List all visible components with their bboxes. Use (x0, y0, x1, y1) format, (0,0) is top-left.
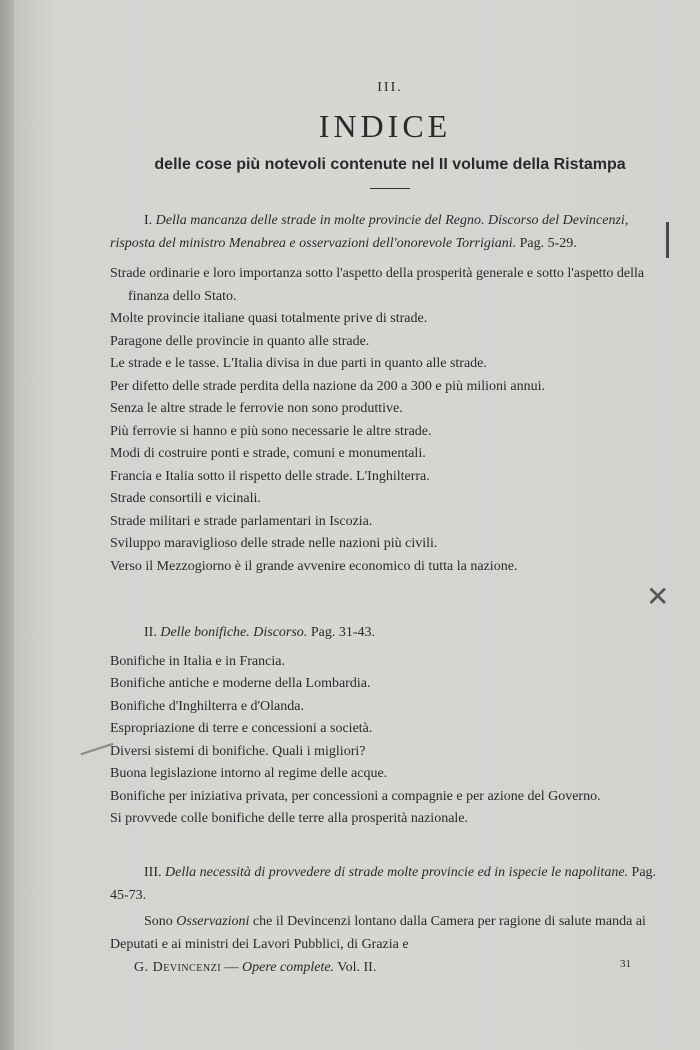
paragraph-rest: che il Devincenzi lontano dalla Camera per ragione di salute manda ai Deputati e ai ministri dei Lavori Pubblici, di Grazia e (110, 914, 646, 952)
section-1-title: Della mancanza delle strade in molte provincie del Regno. Discorso del Devincenzi, risposta del ministro Menabrea e osservazioni dell'onorevole Torrigiani. (110, 213, 629, 251)
paragraph-start: Sono (144, 914, 177, 929)
section-2-heading (110, 622, 658, 645)
list-item: Bonifiche in Italia e in Francia. (110, 653, 285, 669)
pencil-margin-mark (666, 222, 669, 258)
list-item: Francia e Italia sotto il rispetto delle strade. L'Inghilterra. (110, 468, 430, 484)
list-item: Strade ordinarie e loro importanza sotto l'aspetto della prosperità generale e sotto l'aspetto della finanza dello Stato. (110, 266, 645, 304)
list-item: Molte provincie italiane quasi totalmente prive di strade. (110, 311, 428, 326)
section-1-numeral: I. (144, 213, 153, 228)
list-item: Strade consortili e vicinali. (110, 491, 261, 506)
section-number: III. (377, 80, 403, 95)
section-2-title: Delle bonifiche. Discorso. (160, 625, 308, 640)
pencil-cross-mark: ✕ (646, 580, 670, 613)
list-item: Paragone delle provincie in quanto alle strade. (110, 333, 370, 349)
list-item: Bonifiche per iniziativa privata, per concessioni a compagnie e per azione del Governo. (110, 788, 601, 804)
section-1 (110, 210, 658, 578)
list-item: Bonifiche antiche e moderne della Lombardia. (110, 676, 371, 691)
section-3-numeral: III. (144, 865, 162, 880)
section-2-numeral: II. (144, 625, 157, 640)
paragraph-italic: Osservazioni (176, 914, 250, 929)
footer-volume: Vol. II. (334, 960, 377, 975)
list-item: Per difetto delle strade perdita della nazione da 200 a 300 e più milioni annui. (110, 378, 546, 394)
list-item: Buona legislazione intorno al regime delle acque. (110, 766, 388, 781)
list-item: Senza le altre strade le ferrovie non sono produttive. (110, 401, 403, 416)
list-item: Strade militari e strade parlamentari in Iscozia. (110, 513, 373, 529)
list-item: Verso il Mezzogiorno è il grande avvenire economico di tutta la nazione. (110, 558, 518, 574)
list-item: Diversi sistemi di bonifiche. Quali i migliori? (110, 743, 366, 759)
section-2-pages: Pag. 31-43. (310, 625, 375, 640)
list-item: Sviluppo maraviglioso delle strade nelle nazioni più civili. (110, 536, 438, 551)
page-title: INDICE (318, 108, 452, 144)
section-3-paragraph (110, 911, 658, 956)
footer-author: G. Devincenzi (134, 960, 222, 975)
list-item: Le strade e le tasse. L'Italia divisa in due parti in quanto alle strade. (110, 356, 487, 371)
printer-signature: 31 (620, 958, 631, 970)
section-3-title: Della necessità di provvedere di strade molte provincie ed in ispecie le napolitane. (165, 865, 629, 880)
list-item: Espropriazione di terre e concessioni a società. (110, 721, 373, 736)
title-rule (370, 188, 410, 189)
list-item: Più ferrovie si hanno e più sono necessarie le altre strade. (110, 423, 432, 439)
footer-work: Opere complete. (242, 960, 335, 975)
list-item: Modi di costruire ponti e strade, comuni e monumentali. (110, 446, 426, 461)
section-2 (110, 622, 658, 831)
section-3-pages: Pag. 45-73. (110, 865, 657, 903)
section-1-pages: Pag. 5-29. (519, 235, 577, 251)
section-3-heading (110, 862, 658, 907)
list-item: Si provvede colle bonifiche delle terre alla prosperità nazionale. (110, 811, 469, 826)
list-item: Bonifiche d'Inghilterra e d'Olanda. (110, 698, 304, 714)
section-1-heading (110, 210, 658, 255)
page-footer (134, 960, 376, 976)
footer-separator: — (221, 960, 243, 975)
page-subtitle: delle cose più notevoli contenute nel II volume della Ristampa (154, 156, 626, 173)
section-3 (110, 862, 658, 956)
